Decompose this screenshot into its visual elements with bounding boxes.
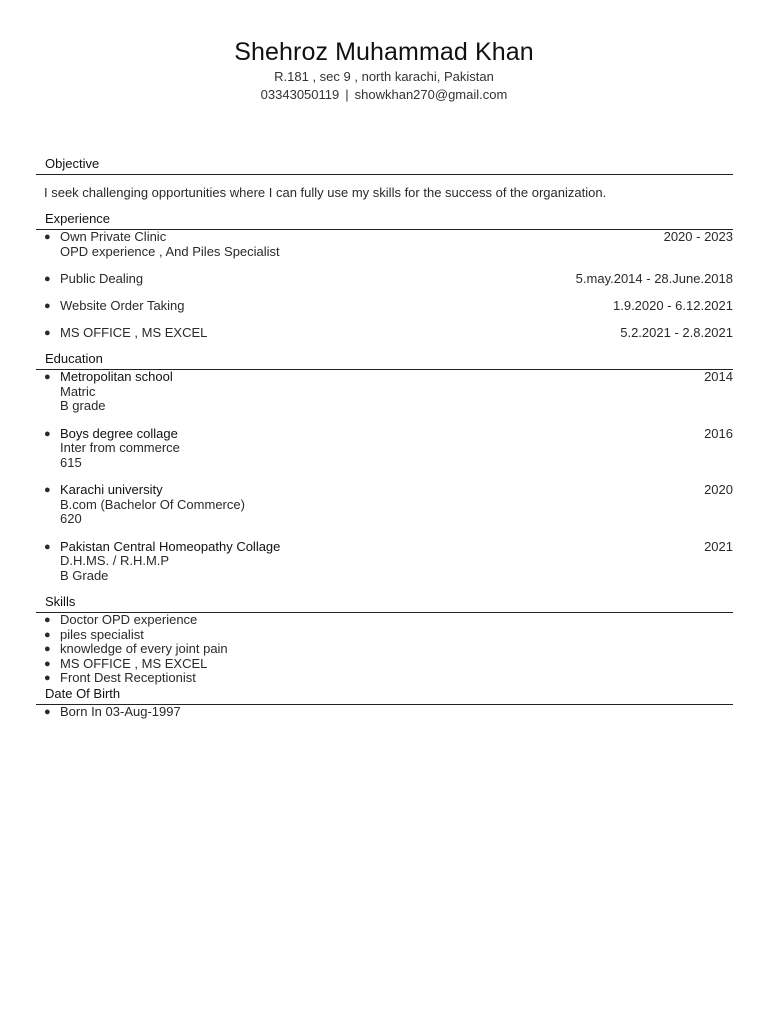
degree: Matric — [60, 383, 96, 399]
address: R.181 , sec 9 , north karachi, Pakistan — [274, 69, 494, 84]
school-name: Boys degree collage — [60, 425, 178, 441]
bullet-icon: ● — [44, 643, 51, 655]
experience-title: Own Private Clinic — [60, 229, 167, 244]
section-heading-objective: Objective — [36, 156, 733, 175]
experience-item — [36, 230, 733, 259]
resume-content — [36, 156, 733, 719]
contact-separator: | — [345, 87, 349, 102]
education-list — [36, 370, 733, 583]
result: 615 — [60, 454, 82, 470]
experience-title: MS OFFICE , MS EXCEL — [60, 324, 208, 340]
experience-title: Public Dealing — [60, 270, 144, 286]
result: 620 — [60, 511, 82, 526]
degree: D.H.MS. / R.H.M.P — [60, 553, 170, 568]
experience-detail: OPD experience , And Piles Specialist — [60, 243, 280, 259]
bullet-icon: ● — [44, 484, 51, 496]
skills-section — [36, 594, 733, 686]
bullet-icon: ● — [44, 540, 51, 553]
education-section — [36, 351, 733, 583]
degree: B.com (Bachelor Of Commerce) — [60, 496, 245, 512]
experience-item — [36, 299, 733, 314]
contact-line — [0, 86, 768, 104]
education-item — [36, 483, 733, 527]
skill-text: knowledge of every joint pain — [60, 641, 228, 656]
bullet-icon: ● — [44, 326, 51, 339]
section-heading-dob: Date Of Birth — [36, 686, 733, 705]
bullet-icon: ● — [44, 371, 51, 383]
section-heading-skills: Skills — [36, 594, 733, 613]
dob-section — [36, 686, 733, 720]
school-name: Karachi university — [60, 482, 163, 497]
skill-item — [36, 642, 733, 657]
dob-list — [36, 705, 733, 720]
experience-date: 1.9.2020 - 6.12.2021 — [613, 297, 733, 313]
bullet-icon: ● — [44, 272, 51, 285]
skill-text: Front Dest Receptionist — [60, 670, 196, 685]
email-address: showkhan270@gmail.com — [354, 87, 508, 102]
education-item — [36, 540, 733, 584]
experience-list — [36, 230, 733, 340]
bullet-icon: ● — [44, 299, 51, 312]
bullet-icon: ● — [44, 614, 51, 626]
experience-item — [36, 272, 733, 287]
objective-text: I seek challenging opportunities where I can fully use my skills for the success of the organization. — [44, 185, 607, 200]
skill-item — [36, 613, 733, 628]
degree: Inter from commerce — [60, 440, 180, 455]
school-name: Pakistan Central Homeopathy Collage — [60, 538, 281, 554]
education-item — [36, 427, 733, 471]
phone-number: 03343050119 — [260, 87, 340, 102]
skill-item — [36, 628, 733, 643]
bullet-icon: ● — [44, 672, 51, 684]
education-year: 2020 — [704, 482, 733, 497]
skill-text: piles specialist — [60, 626, 144, 642]
section-heading-experience: Experience — [36, 211, 733, 230]
experience-title: Website Order Taking — [60, 297, 185, 313]
dob-item — [36, 705, 733, 720]
experience-date: 5.may.2014 - 28.June.2018 — [575, 270, 733, 286]
bullet-icon: ● — [44, 657, 51, 670]
skill-text: Doctor OPD experience — [60, 612, 198, 627]
skill-item — [36, 671, 733, 686]
bullet-icon: ● — [44, 231, 51, 243]
bullet-icon: ● — [44, 705, 51, 718]
objective-section — [36, 156, 733, 211]
bullet-icon: ● — [44, 628, 51, 641]
bullet-icon: ● — [44, 427, 51, 440]
result: B grade — [60, 398, 106, 413]
school-name: Metropolitan school — [60, 369, 173, 384]
skill-item — [36, 657, 733, 672]
candidate-name: Shehroz Muhammad Khan — [234, 38, 534, 66]
section-heading-education: Education — [36, 351, 733, 370]
education-year: 2021 — [704, 538, 733, 554]
skills-list — [36, 613, 733, 686]
skill-text: MS OFFICE , MS EXCEL — [60, 655, 208, 671]
experience-section — [36, 211, 733, 340]
experience-date: 5.2.2021 - 2.8.2021 — [620, 324, 733, 340]
result: B Grade — [60, 567, 109, 583]
resume-header — [0, 36, 768, 104]
education-year: 2014 — [704, 369, 733, 384]
education-year: 2016 — [704, 425, 733, 441]
experience-date: 2020 - 2023 — [663, 229, 733, 244]
education-item — [36, 370, 733, 414]
experience-item — [36, 326, 733, 341]
dob-text: Born In 03-Aug-1997 — [60, 703, 181, 719]
